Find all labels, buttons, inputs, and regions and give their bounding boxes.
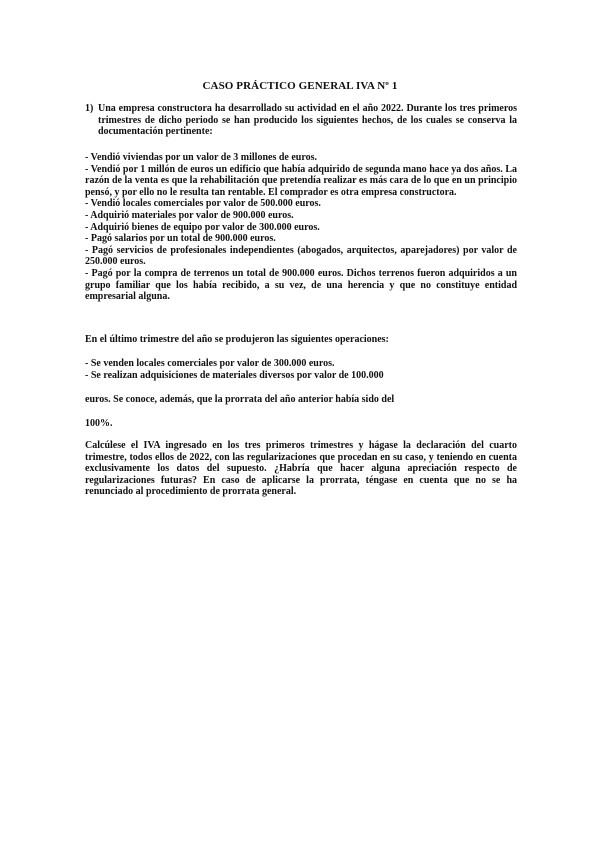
prorrata-value: 100%. bbox=[85, 418, 113, 429]
prorrata-line: euros. Se conoce, además, que la prorrata del año anterior había sido del bbox=[85, 394, 395, 405]
intro-text: Una empresa constructora ha desarrollado su actividad en el año 2022. Durante los tres primeros trimestres de dicho periodo se han producido los siguientes hechos, de los cuales se conserva la documentación pertinente: bbox=[98, 103, 517, 138]
fact-item: - Vendió por 1 millón de euros un edificio que había adquirido de segunda mano hace ya dos años. La razón de la venta es que la rehabilitación que pretendía realizar es más cara de lo que en un principio pensó, y por ello no le resulta tan rentable. El comprador es otra empresa constructora. bbox=[85, 163, 517, 198]
document-title: CASO PRÁCTICO GENERAL IVA Nº 1 bbox=[202, 80, 398, 92]
fact-item: - Vendió viviendas por un valor de 3 millones de euros. bbox=[85, 152, 317, 163]
q4-fact-item: - Se venden locales comerciales por valor de 300.000 euros. bbox=[85, 358, 335, 369]
question-paragraph: Calcúlese el IVA ingresado en los tres primeros trimestres y hágase la declaración del cuarto trimestre, todos ellos de 2022, con las regularizaciones que procedan en su caso, y teniendo en cuenta exclusivamente los datos del supuesto. ¿Habría que hacer alguna apreciación respecto de regularizaciones futuras? En caso de aplicarse la prorrata, téngase en cuenta que no se ha renunciado al procedimiento de prorrata general. bbox=[85, 440, 517, 498]
q4-heading: En el último trimestre del año se produjeron las siguientes operaciones: bbox=[85, 334, 389, 345]
intro-number: 1) bbox=[85, 103, 94, 114]
fact-item: - Adquirió bienes de equipo por valor de 300.000 euros. bbox=[85, 221, 320, 233]
facts-list bbox=[85, 152, 517, 303]
fact-item: - Adquirió materiales por valor de 900.000 euros. bbox=[85, 209, 294, 221]
q4-fact-item: - Se realizan adquisiciones de materiales diversos por valor de 100.000 bbox=[85, 369, 384, 381]
fact-item: - Pagó servicios de profesionales independientes (abogados, arquitectos, aparejadores) por valor de 250.000 euros. bbox=[85, 244, 517, 268]
intro-paragraph bbox=[85, 103, 517, 138]
fact-item: - Pagó por la compra de terrenos un total de 900.000 euros. Dichos terrenos fueron adquiridos a un grupo familiar que los había recibido, a su vez, de una herencia y que no constituye entidad empresarial alguna. bbox=[85, 267, 517, 303]
fact-item: - Pagó salarios por un total de 900.000 euros. bbox=[85, 233, 276, 245]
q4-facts-list bbox=[85, 358, 517, 381]
fact-item: - Vendió locales comerciales por valor de 500.000 euros. bbox=[85, 198, 321, 210]
